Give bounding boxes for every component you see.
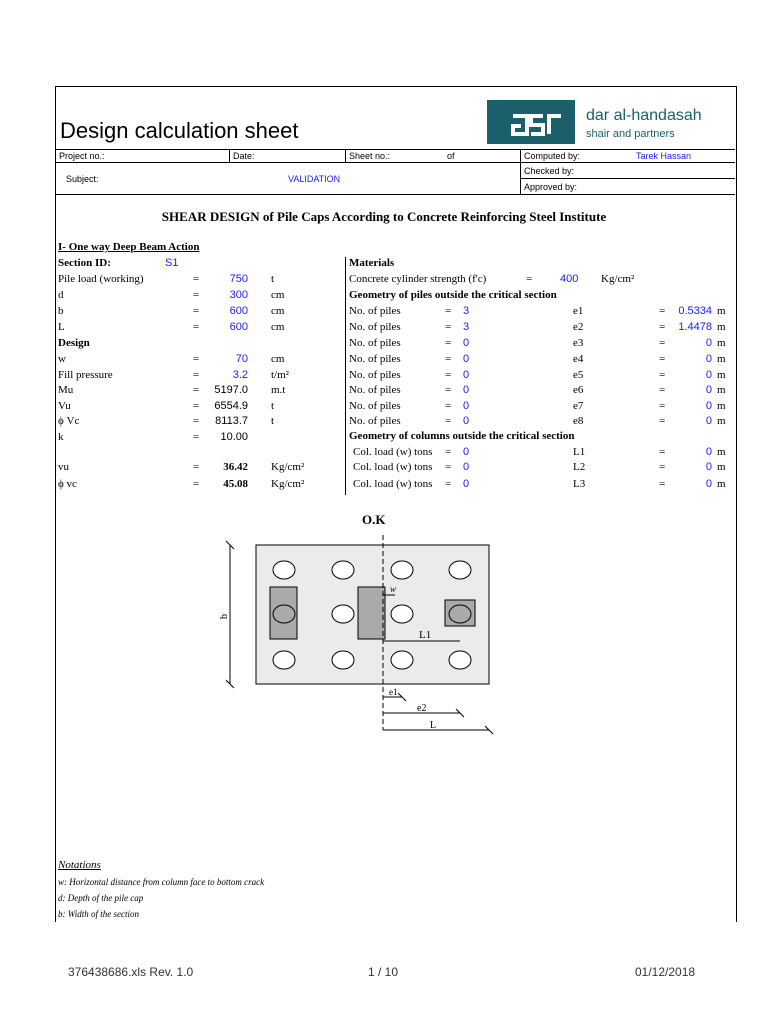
param-eq: = [193,384,200,396]
left-param-row [0,431,345,445]
pile-eq: = [445,321,452,333]
param-label: d [58,289,64,301]
pile-cap-diagram [215,535,515,745]
pile-unit: m [717,384,726,396]
computed-label: Computed by: [524,151,581,161]
column-row [0,446,768,460]
notation-item: w: Horizontal distance from column face to bottom crack [58,877,265,887]
phivc-row [0,478,345,492]
fc-eq: = [526,273,533,285]
fc-value: 400 [560,273,579,285]
pile-eq2: = [659,400,666,412]
pile-count: 0 [463,384,470,396]
pile-label: No. of piles [349,305,401,317]
pile-row [0,384,768,398]
param-value: 300 [229,289,248,301]
logo-subtext: shair and partners [586,128,675,140]
pile-row [0,353,768,367]
sheet-title: Design calculation sheet [60,118,299,143]
section-id-row [0,257,768,271]
notation-item: d: Depth of the pile cap [58,893,144,903]
param-value: 750 [229,273,248,285]
dim-L1-label: L1 [419,629,432,641]
column-L-label: L2 [573,461,586,473]
pile-e-label: e4 [573,353,584,365]
pile-label: No. of piles [349,353,401,365]
param-value: 8113.7 [215,415,248,427]
column-load: 0 [463,446,470,458]
param-unit: t [271,400,275,412]
date-label: Date: [233,151,255,161]
phivc-label: ϕ vc [58,478,77,490]
left-param-row [0,289,345,303]
pile-row [0,337,768,351]
column-load: 0 [463,478,470,490]
column-eq: = [445,446,452,458]
pile-e-label: e5 [573,369,584,381]
pile-e-label: e8 [573,415,584,427]
column-eq2: = [659,461,666,473]
param-unit: cm [271,321,285,333]
logo-glyph-icon [487,100,575,144]
pile-e-label: e1 [573,305,584,317]
status-ok: O.K [362,512,386,527]
phivc-value: 45.08 [223,478,248,490]
param-label: Design [58,337,90,349]
pile-row [0,305,768,319]
project-label: Project no.: [59,151,105,161]
param-unit: cm [271,289,285,301]
pile-eq2: = [659,305,666,317]
param-value: 600 [229,305,248,317]
logo-text: dar al-handasah [586,107,702,124]
vu-value: 36.42 [223,461,248,473]
computed-value: Tarek Hassan [636,151,692,161]
pile-count: 0 [463,337,470,349]
column-eq: = [445,461,452,473]
param-eq: = [193,415,200,427]
vu-eq: = [193,461,200,473]
pile-eq2: = [659,353,666,365]
pile-count: 0 [463,369,470,381]
param-label: Vu [58,400,71,412]
pile-e-value: 0 [705,384,712,396]
materials-heading: Materials [349,257,395,269]
pile-unit: m [717,415,726,427]
pile-count: 0 [463,353,470,365]
pile-count: 0 [463,400,470,412]
pile-count: 3 [463,305,470,317]
pile-count: 0 [463,415,470,427]
param-unit: t [271,273,275,285]
pile-eq: = [445,369,452,381]
column-L-value: 0 [705,446,712,458]
pile-unit: m [717,305,726,317]
footer-page: 1 / 10 [368,965,399,979]
dim-L-label: L [430,720,437,731]
piles-heading: Geometry of piles outside the critical section [349,289,557,301]
pile-label: No. of piles [349,369,401,381]
company-logo-mark [487,100,575,144]
column-label: Col. load (w) tons [353,461,433,473]
pile-unit: m [717,353,726,365]
pile-unit: m [717,321,726,333]
footer-file: 376438686.xls Rev. 1.0 [68,965,194,979]
param-unit: t/m² [271,369,289,381]
pile-e-value: 0 [705,369,712,381]
footer-date: 01/12/2018 [635,965,696,979]
param-value: 600 [229,321,248,333]
param-eq: = [193,289,200,301]
dim-b-label: b [219,614,230,619]
section-id-label: Section ID: [58,257,111,269]
pile-count: 3 [463,321,470,333]
pile-label: No. of piles [349,400,401,412]
columns-heading: Geometry of columns outside the critical section [349,430,575,442]
param-value: 10.00 [220,431,248,443]
pile-unit: m [717,400,726,412]
param-label: Pile load (working) [58,273,144,285]
param-eq: = [193,369,200,381]
notations-heading: Notations [58,859,101,871]
pile-eq: = [445,305,452,317]
pile-e-label: e7 [573,400,584,412]
pile-unit: m [717,369,726,381]
pile-eq: = [445,353,452,365]
of-label: of [447,151,455,161]
pile-eq2: = [659,337,666,349]
approved-label: Approved by: [524,182,578,192]
pile-eq: = [445,337,452,349]
pile-eq2: = [659,321,666,333]
column-label: Col. load (w) tons [353,446,433,458]
param-label: L [58,321,65,333]
subject-label: Subject: [66,174,99,184]
column-L-value: 0 [705,461,712,473]
pile-e-label: e6 [573,384,584,396]
pile-e-value: 0 [705,353,712,365]
dim-e2-label: e2 [417,703,427,714]
pile-e-label: e3 [573,337,584,349]
dim-e1-label: e1 [389,687,398,697]
param-value: 5197.0 [214,384,248,396]
dim-w-label: w [390,584,397,594]
pile-e-value: 1.4478 [678,321,712,333]
param-label: ϕ Vc [58,415,80,427]
column-label: Col. load (w) tons [353,478,433,490]
param-unit: cm [271,305,285,317]
param-eq: = [193,305,200,317]
pile-row [0,415,768,429]
phivc-unit: Kg/cm² [271,478,305,490]
pile-row [0,369,768,383]
checked-label: Checked by: [524,166,575,176]
param-value: 70 [235,353,248,365]
pile-unit: m [717,337,726,349]
param-unit: m.t [271,384,286,396]
section-heading: I- One way Deep Beam Action [58,241,200,253]
pile-label: No. of piles [349,415,401,427]
main-title: SHEAR DESIGN of Pile Caps According to Concrete Reinforcing Steel Institute [161,209,607,224]
param-label: w [58,353,66,365]
param-value: 3.2 [232,369,248,381]
vu-row [0,461,345,475]
param-label: b [58,305,64,317]
phivc-eq: = [193,478,200,490]
param-unit: cm [271,353,285,365]
pile-row [0,400,768,414]
pile-eq2: = [659,384,666,396]
column-L-label: L1 [573,446,586,458]
pile-eq2: = [659,415,666,427]
vu-label: vu [58,461,69,473]
param-eq: = [193,353,200,365]
pile-e-value: 0 [705,400,712,412]
pile-e-value: 0 [705,415,712,427]
column-eq: = [445,478,452,490]
column-L-label: L3 [573,478,586,490]
notation-item: b: Width of the section [58,909,139,919]
column-unit: m [717,461,726,473]
section-id-value: S1 [165,257,179,269]
column-middle [358,587,385,639]
fc-unit: Kg/cm² [601,273,635,285]
param-eq: = [193,273,200,285]
fc-row [0,273,768,287]
column-unit: m [717,446,726,458]
column-eq2: = [659,478,666,490]
param-eq: = [193,400,200,412]
param-eq: = [193,431,200,443]
column-L-value: 0 [705,478,712,490]
pile-label: No. of piles [349,337,401,349]
pile-label: No. of piles [349,384,401,396]
param-label: Mu [58,384,74,396]
pile-row [0,321,768,335]
column-eq2: = [659,446,666,458]
param-unit: t [271,415,275,427]
param-value: 6554.9 [214,400,248,412]
pile-e-value: 0.5334 [678,305,712,317]
param-eq: = [193,321,200,333]
pile-eq2: = [659,369,666,381]
column-load: 0 [463,461,470,473]
pile-eq: = [445,384,452,396]
pile-e-value: 0 [705,337,712,349]
param-label: Fill pressure [58,369,113,381]
vu-unit: Kg/cm² [271,461,305,473]
pile-eq: = [445,415,452,427]
fc-label: Concrete cylinder strength (f'c) [349,273,487,285]
param-label: k [58,431,64,443]
column-unit: m [717,478,726,490]
sheet-label: Sheet no.: [349,151,391,161]
pile-eq: = [445,400,452,412]
pile-e-label: e2 [573,321,584,333]
pile-label: No. of piles [349,321,401,333]
subject-value: VALIDATION [288,174,341,184]
